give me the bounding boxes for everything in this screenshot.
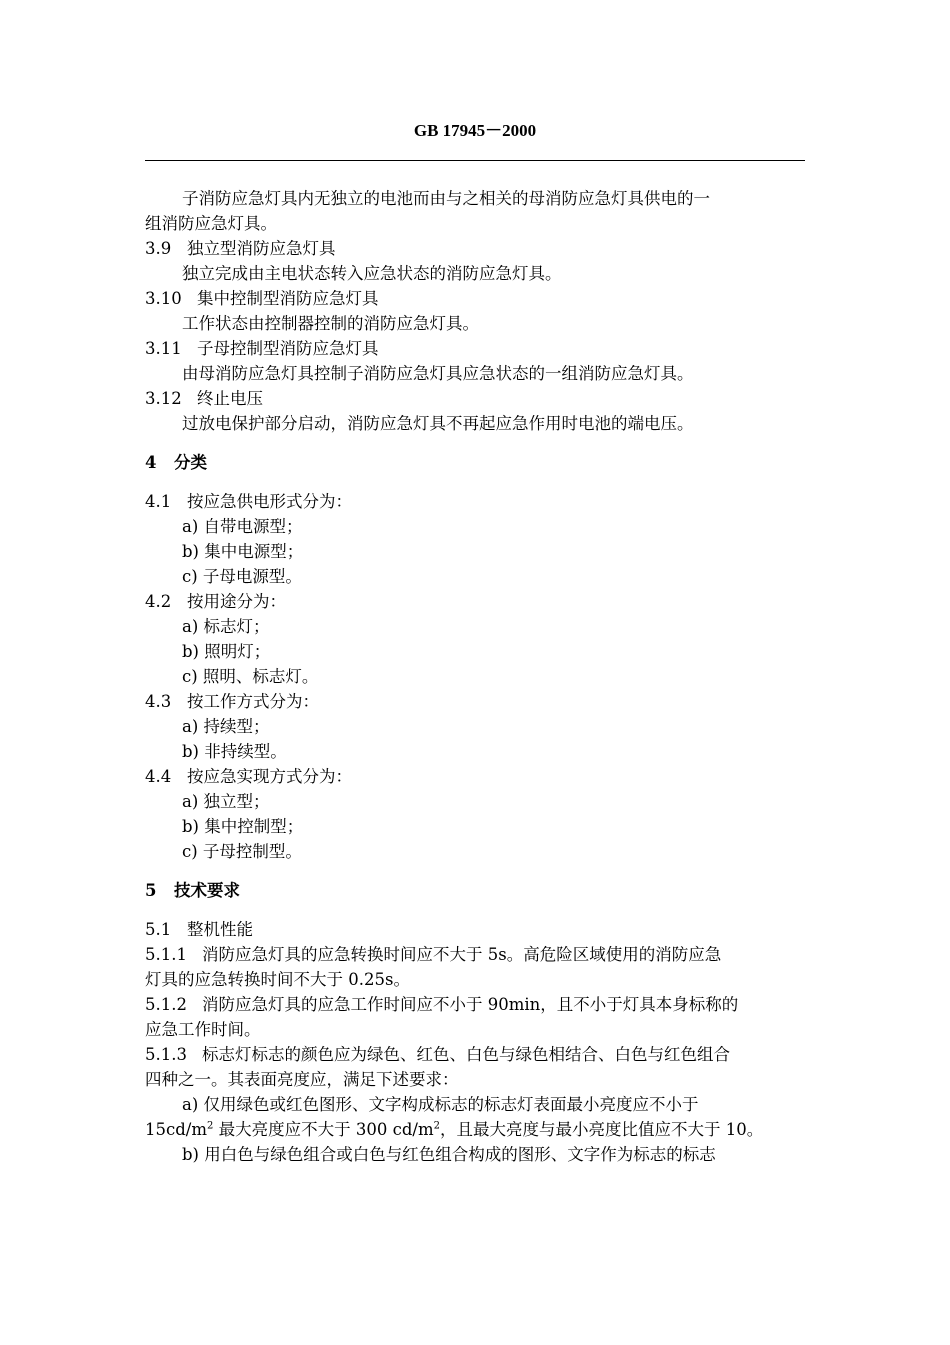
clause-title: 独立型消防应急灯具 <box>187 239 336 258</box>
clause-number: 5.1 <box>145 920 172 939</box>
text-line: 组消防应急灯具。 <box>145 214 277 233</box>
text-line: 四种之一。其表面亮度应，满足下述要求： <box>145 1070 459 1089</box>
list-item: b) 用白色与绿色组合或白色与红色组合构成的图形、文字作为标志的标志 <box>182 1145 716 1164</box>
superscript: 2 <box>433 1120 441 1132</box>
clause-heading <box>145 336 805 361</box>
document-body <box>145 186 805 1167</box>
clause-number: 4.1 <box>145 492 172 511</box>
clause-number: 3.11 <box>145 339 182 358</box>
section-title: 分类 <box>174 453 207 472</box>
clause-heading <box>145 589 805 614</box>
clause-text-line: 消防应急灯具的应急工作时间应不小于 90min，且不小于灯具本身标称的 <box>202 995 739 1014</box>
clause-title: 子母控制型消防应急灯具 <box>197 339 379 358</box>
clause-title: 集中控制型消防应急灯具 <box>197 289 379 308</box>
clause-number: 5.1.3 <box>145 1045 187 1064</box>
clause-heading <box>145 764 805 789</box>
page-header: GB 17945－2000 <box>413 121 537 140</box>
clause-number: 3.10 <box>145 289 182 308</box>
list-item: b) 集中电源型； <box>182 542 304 561</box>
clause-text-line: 消防应急灯具的应急转换时间应不大于 5s。高危险区域使用的消防应急 <box>202 945 722 964</box>
section-number: 5 <box>145 881 157 900</box>
clause-number: 4.4 <box>145 767 172 786</box>
text-fragment: 最大亮度应不大于 300 cd/m <box>213 1120 434 1139</box>
clause-title: 按应急供电形式分为： <box>187 492 352 511</box>
clause-number: 3.12 <box>145 389 182 408</box>
clause-text: 独立完成由主电状态转入应急状态的消防应急灯具。 <box>182 264 562 283</box>
section-heading <box>145 878 805 903</box>
list-item: a) 标志灯； <box>182 617 270 636</box>
clause-title: 按用途分为： <box>187 592 286 611</box>
section-title: 技术要求 <box>174 881 240 900</box>
clause-title: 终止电压 <box>197 389 263 408</box>
list-item: c) 子母电源型。 <box>182 567 302 586</box>
list-item: a) 仅用绿色或红色图形、文字构成标志的标志灯表面最小亮度应不小于 <box>182 1095 699 1114</box>
clause-title: 按工作方式分为： <box>187 692 319 711</box>
list-item: b) 集中控制型； <box>182 817 304 836</box>
clause-number: 3.9 <box>145 239 172 258</box>
text-line: 灯具的应急转换时间不大于 0.25s。 <box>145 970 410 989</box>
clause-heading <box>145 917 805 942</box>
clause-text: 过放电保护部分启动，消防应急灯具不再起应急作用时电池的端电压。 <box>182 414 694 433</box>
list-item: a) 持续型； <box>182 717 270 736</box>
clause-heading <box>145 689 805 714</box>
clause-text <box>145 1042 805 1067</box>
text-line: 应急工作时间。 <box>145 1020 261 1039</box>
clause-heading <box>145 386 805 411</box>
clause-title: 按应急实现方式分为： <box>187 767 352 786</box>
list-item: b) 照明灯； <box>182 642 271 661</box>
text-line: 子消防应急灯具内无独立的电池而由与之相关的母消防应急灯具供电的一 <box>182 189 710 208</box>
clause-number: 4.2 <box>145 592 172 611</box>
list-item: a) 自带电源型； <box>182 517 303 536</box>
superscript: 2 <box>207 1120 214 1132</box>
clause-title: 整机性能 <box>187 920 253 939</box>
header-divider <box>145 160 805 161</box>
clause-text: 工作状态由控制器控制的消防应急灯具。 <box>182 314 479 333</box>
clause-number: 5.1.1 <box>145 945 187 964</box>
list-item: b) 非持续型。 <box>182 742 287 761</box>
clause-heading <box>145 489 805 514</box>
clause-heading <box>145 286 805 311</box>
list-item: c) 照明、标志灯。 <box>182 667 319 686</box>
clause-text <box>145 992 805 1017</box>
list-item: c) 子母控制型。 <box>182 842 302 861</box>
clause-number: 5.1.2 <box>145 995 187 1014</box>
clause-number: 4.3 <box>145 692 172 711</box>
clause-text-line: 标志灯标志的颜色应为绿色、红色、白色与绿色相结合、白色与红色组合 <box>202 1045 730 1064</box>
clause-text <box>145 942 805 967</box>
text-fragment: ，且最大亮度与最小亮度比值应不大于 10。 <box>440 1120 764 1139</box>
text-fragment: 15cd/m <box>145 1120 208 1139</box>
list-item: a) 独立型； <box>182 792 270 811</box>
section-heading <box>145 450 805 475</box>
section-number: 4 <box>145 453 157 472</box>
clause-heading <box>145 236 805 261</box>
clause-text: 由母消防应急灯具控制子消防应急灯具应急状态的一组消防应急灯具。 <box>182 364 694 383</box>
text-line <box>145 1117 805 1142</box>
